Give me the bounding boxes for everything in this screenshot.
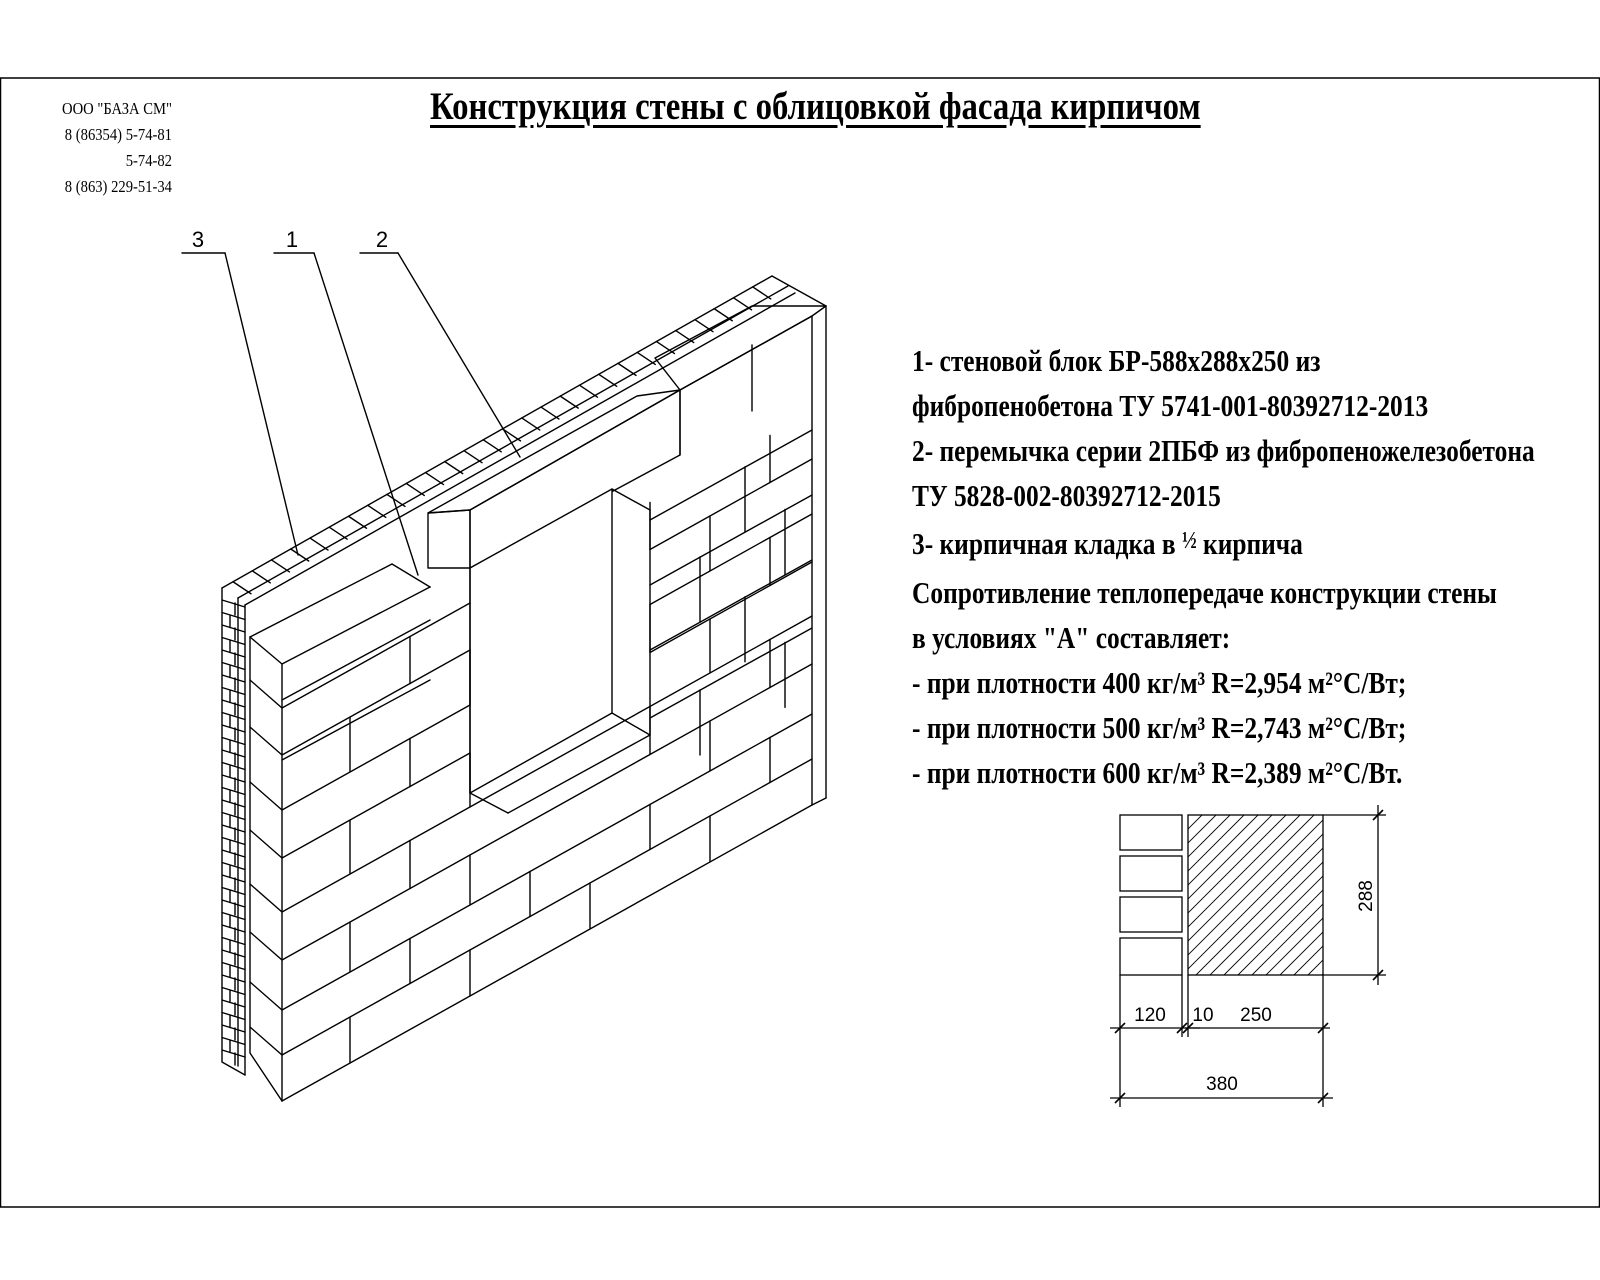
callout-1: 1: [285, 227, 299, 252]
dim-height-288: 288: [1356, 880, 1377, 912]
density-row-400: - при плотности 400 кг/м³ R=2,954 м²°С/Вт;: [912, 665, 1407, 700]
dim-brick-120: 120: [1134, 1005, 1166, 1026]
page-title: Конструкция стены с облицовкой фасада кирпичом: [430, 85, 1201, 128]
dim-gap-10: 10: [1192, 1005, 1214, 1026]
callout-3: 3: [191, 227, 205, 252]
legend-item-3-suffix: кирпича: [1203, 526, 1303, 561]
company-name: ООО "БАЗА СМ": [62, 99, 172, 118]
legend-item-1-line-1: 1- стеновой блок БР-588х288х250 из: [912, 343, 1321, 378]
company-phone-3: 8 (863) 229-51-34: [64, 177, 172, 196]
dim-total-380: 380: [1206, 1074, 1238, 1095]
legend-item-2-line-2: ТУ 5828-002-80392712-2015: [912, 478, 1221, 513]
section-brick-2: [1120, 856, 1182, 891]
dim-block-250: 250: [1240, 1005, 1272, 1026]
resistance-line-1: Сопротивление теплопередаче конструкции стены: [912, 575, 1497, 610]
company-phone-2: 5-74-82: [125, 151, 172, 170]
section-brick-1: [1120, 815, 1182, 850]
density-row-500: - при плотности 500 кг/м³ R=2,743 м²°С/Вт;: [912, 710, 1407, 745]
section-brick-4: [1120, 938, 1182, 975]
legend-item-3-prefix: 3- кирпичная кладка в: [912, 526, 1176, 561]
legend-item-1-line-2: фибропенобетона ТУ 5741-001-80392712-2013: [912, 388, 1429, 423]
company-phone-1: 8 (86354) 5-74-81: [64, 125, 172, 144]
drawing-line: [1042, 815, 1202, 975]
section-brick-3: [1120, 897, 1182, 932]
drawing-line: [1028, 815, 1188, 975]
legend-item-2-line-1: 2- перемычка серии 2ПБФ из фибропеножелезобетона: [912, 433, 1535, 468]
section-block: [1188, 815, 1323, 975]
callout-2: 2: [375, 227, 389, 252]
drawing-line: [1322, 815, 1482, 975]
drawing-line: [1308, 815, 1468, 975]
legend-item-3-fraction: ½: [1181, 528, 1197, 554]
resistance-line-2: в условиях "А" составляет:: [912, 620, 1231, 655]
density-row-600: - при плотности 600 кг/м³ R=2,389 м²°С/Вт.: [912, 755, 1403, 790]
